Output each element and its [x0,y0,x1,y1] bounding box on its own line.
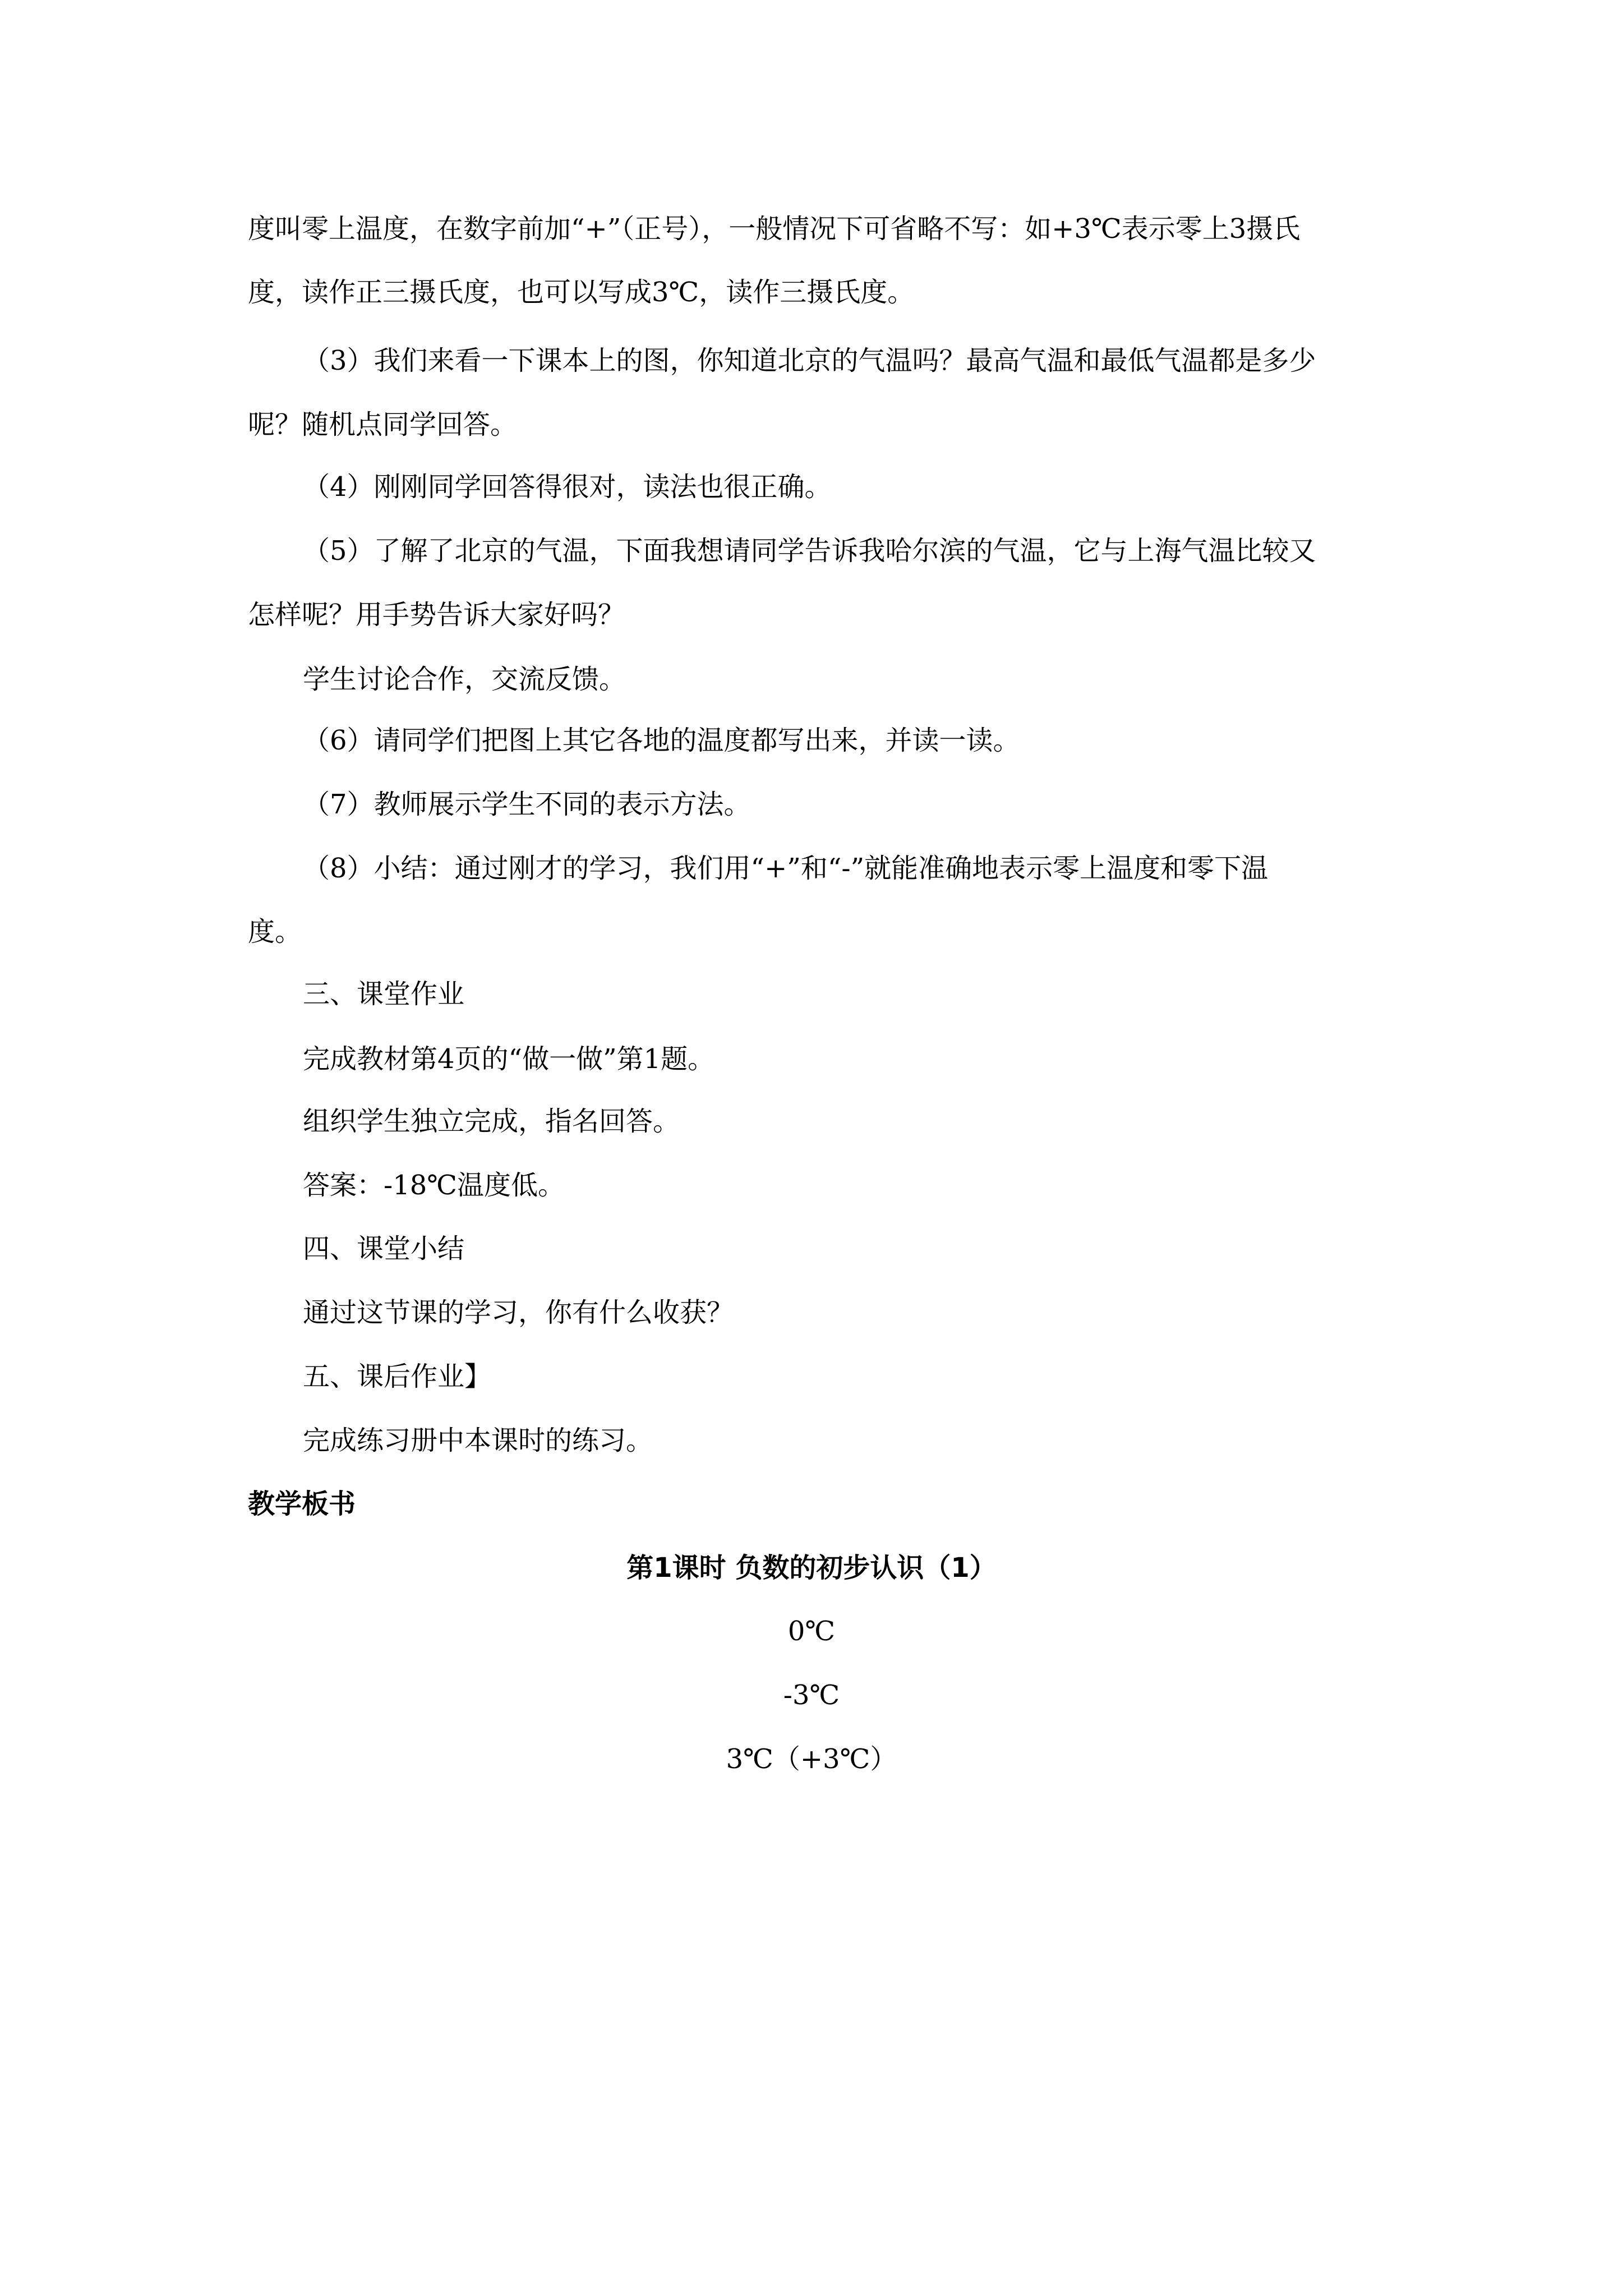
board-item: 0℃ [787,1616,836,1647]
board-item: 3℃（+3℃） [726,1743,897,1775]
body-line: （8）小结：通过刚才的学习，我们用“+”和“-”就能准确地表示零上温度和零下温 [303,853,1269,884]
body-line: （5）了解了北京的气温，下面我想请同学告诉我哈尔滨的气温，它与上海气温比较又 [303,535,1316,567]
section-heading: 三、课堂作业 [303,978,465,1010]
section-heading: 四、课堂小结 [303,1233,465,1264]
body-line: 答案：-18℃温度低。 [303,1170,565,1201]
body-line: 度，读作正三摄氏度，也可以写成3℃，读作三摄氏度。 [248,277,915,308]
body-line: （7）教师展示学生不同的表示方法。 [303,789,751,820]
body-line: （4）刚刚同学回答得很对，读法也很正确。 [303,471,832,503]
body-line: （6）请同学们把图上其它各地的温度都写出来，并读一读。 [303,725,1020,756]
body-line: （3）我们来看一下课本上的图，你知道北京的气温吗？最高气温和最低气温都是多少 [303,345,1316,376]
body-line: 怎样呢？用手势告诉大家好吗？ [248,599,625,631]
body-line: 学生讨论合作，交流反馈。 [303,664,626,695]
body-line: 呢？随机点同学回答。 [248,409,518,440]
body-line: 通过这节课的学习，你有什么收获？ [303,1297,734,1328]
board-heading: 教学板书 [248,1488,356,1520]
body-line: 度。 [248,916,302,947]
body-line: 完成教材第4页的“做一做”第1题。 [303,1043,715,1075]
body-line: 组织学生独立完成，指名回答。 [303,1106,680,1137]
board-title: 第1课时 负数的初步认识（1） [626,1552,997,1584]
board-item: -3℃ [783,1680,840,1711]
body-line: 完成练习册中本课时的练习。 [303,1425,653,1456]
section-heading: 五、课后作业】 [303,1361,492,1392]
body-line: 度叫零上温度，在数字前加“+”（正号），一般情况下可省略不写：如+3℃表示零上3摄氏 [248,213,1301,245]
